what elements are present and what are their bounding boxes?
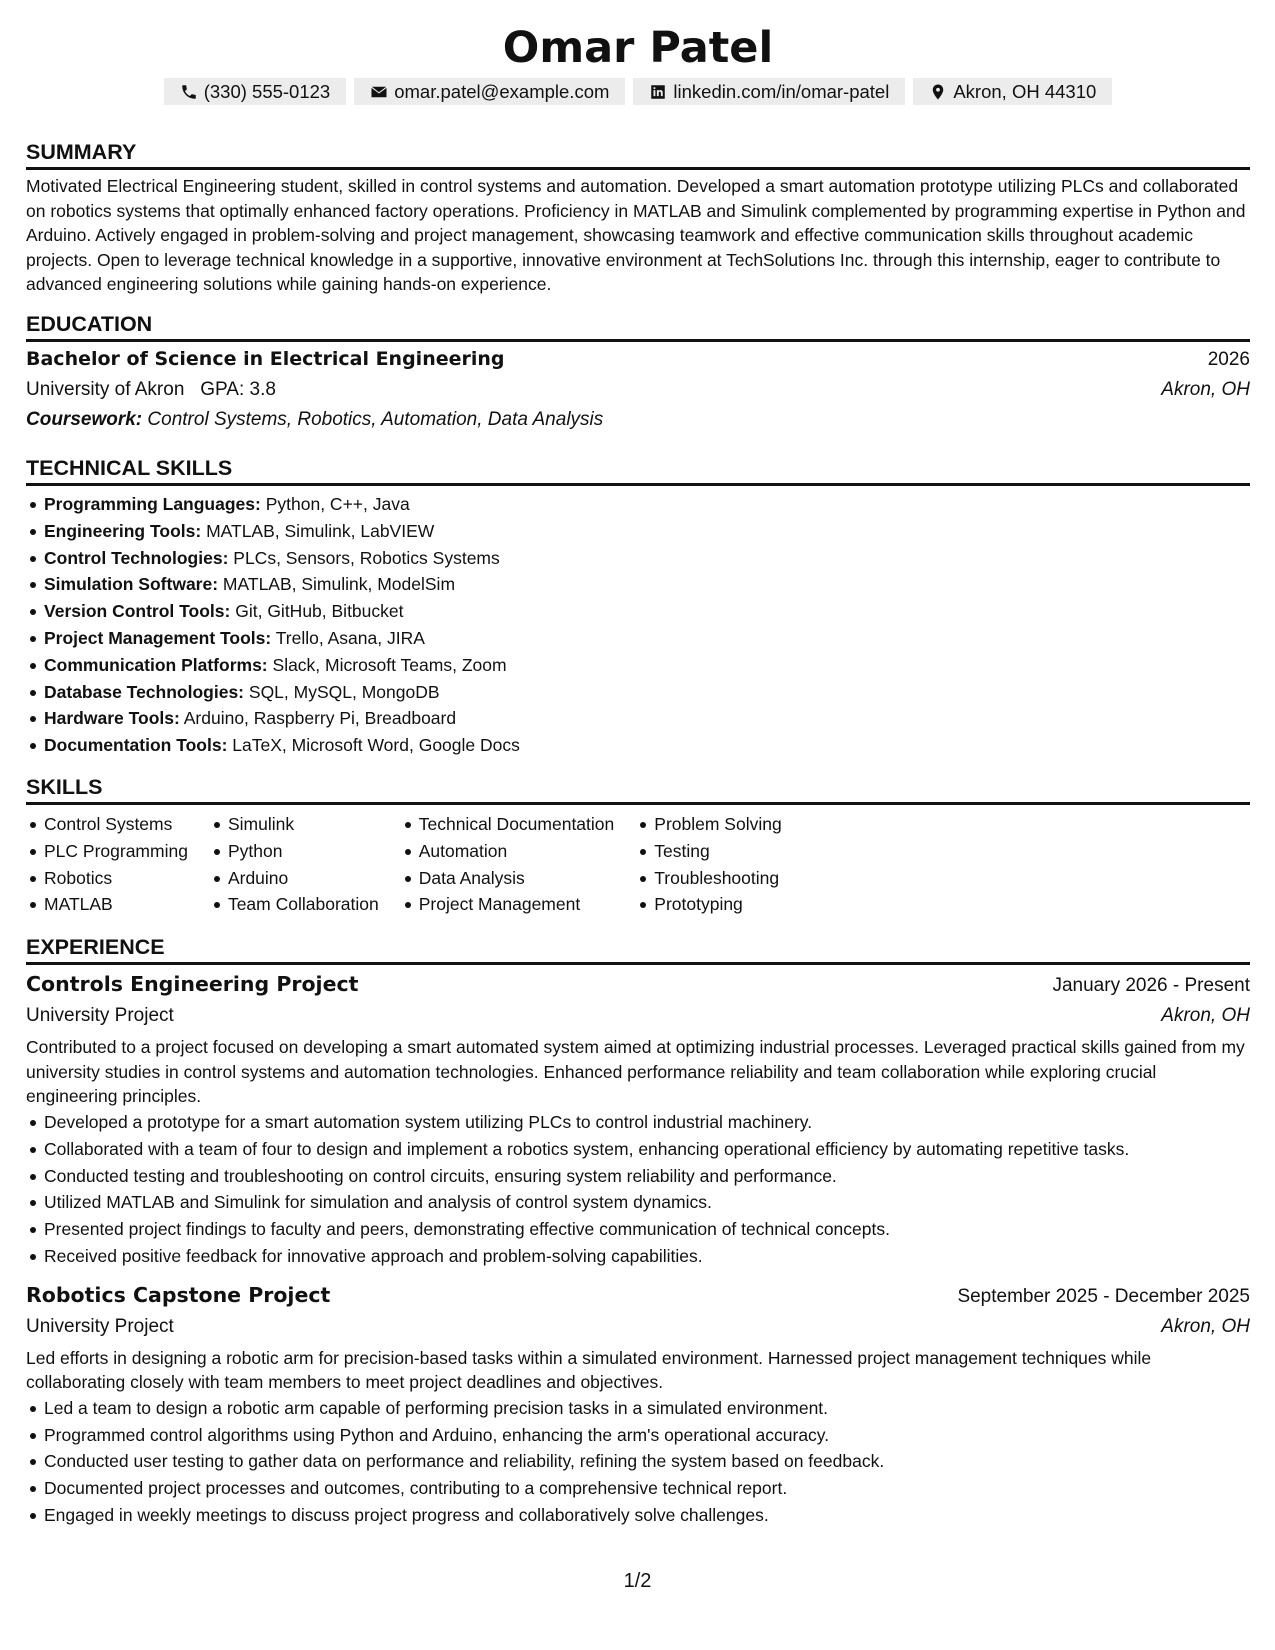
skill-value: Trello, Asana, JIRA	[275, 627, 425, 648]
list-item: Team Collaboration	[210, 891, 379, 918]
list-item: Data Analysis	[401, 865, 615, 892]
experience-description: Led efforts in designing a robotic arm for precision-based tasks within a simulated environment. Harnessed project management techniques while collaborating closely with team members to meet project deadlines and objectives.	[26, 1347, 1152, 1393]
experience-title-row	[26, 1280, 1250, 1312]
list-item: Simulink	[210, 811, 379, 838]
list-item: PLC Programming	[26, 838, 188, 865]
list-item: Programmed control algorithms using Python and Arduino, enhancing the arm's operational accuracy.	[26, 1422, 1250, 1449]
page-number: 1/2	[623, 1570, 652, 1592]
skill-value: LaTeX, Microsoft Word, Google Docs	[232, 735, 520, 756]
list-item: Control Systems	[26, 811, 188, 838]
education-divider	[26, 339, 1250, 342]
list-item: Conducted testing and troubleshooting on control circuits, ensuring system reliability and performance.	[26, 1163, 1250, 1190]
experience-divider	[26, 962, 1250, 965]
experience-heading: EXPERIENCE	[26, 935, 165, 960]
experience-title: Controls Engineering Project	[26, 972, 359, 997]
list-item: Problem Solving	[636, 811, 781, 838]
contact-phone-text: (330) 555-0123	[203, 80, 331, 102]
skill-label: Hardware Tools:	[44, 708, 180, 729]
list-item: Testing	[636, 838, 781, 865]
list-item: Automation	[401, 838, 615, 865]
degree-title: Bachelor of Science in Electrical Engineering	[26, 347, 505, 370]
list-item: Utilized MATLAB and Simulink for simulation and analysis of control system dynamics.	[26, 1189, 1250, 1216]
list-item: Conducted user testing to gather data on performance and reliability, refining the system based on feedback.	[26, 1448, 1250, 1475]
summary-text: Motivated Electrical Engineering student, skilled in control systems and automation. Developed a smart automation prototype utilizing PLCs and collaborated on robotics systems that optimally enhanced factory operations. Proficiency in MATLAB and Simulink complemented by programming expertise in Python and Arduino. Actively engaged in problem-solving and project management, showcasing teamwork and effective communication skills throughout academic projects. Open to leverage technical knowledge in a supportive, innovative environment at TechSolutions Inc. through this internship, eager to contribute to advanced engineering solutions while gaining hands-on experience.	[26, 176, 1246, 295]
school-location: Akron, OH	[1161, 378, 1250, 400]
skill-value: PLCs, Sensors, Robotics Systems	[233, 547, 500, 568]
skill-value: Git, GitHub, Bitbucket	[235, 601, 404, 622]
skill-label: Engineering Tools:	[44, 520, 202, 541]
coursework	[26, 405, 1250, 435]
experience-org-row	[26, 1312, 1250, 1342]
list-item: Led a team to design a robotic arm capable of performing precision tasks in a simulated environment.	[26, 1395, 1250, 1422]
candidate-name: Omar Patel	[502, 23, 774, 73]
contact-linkedin-text: linkedin.com/in/omar-patel	[673, 80, 890, 102]
list-item: Project Management	[401, 891, 615, 918]
list-item	[26, 571, 1250, 598]
list-item	[26, 732, 1250, 759]
skills-heading: SKILLS	[26, 774, 103, 799]
contact-email-text: omar.patel@example.com	[394, 80, 610, 102]
skill-label: Simulation Software:	[44, 574, 219, 595]
skill-label: Version Control Tools:	[44, 601, 231, 622]
experience-entry-2	[26, 1280, 1250, 1529]
list-item	[26, 518, 1250, 545]
experience-location: Akron, OH	[1161, 1315, 1250, 1337]
experience-description: Contributed to a project focused on developing a smart automated system aimed at optimizing industrial processes. Leveraged practical skills gained from my university studies in control systems and automation technologies. Enhanced performance reliability and team collaboration while exploring crucial engineering principles.	[26, 1037, 1245, 1107]
list-item	[26, 679, 1250, 706]
list-item: Developed a prototype for a smart automation system utilizing PLCs to control industrial machinery.	[26, 1109, 1250, 1136]
list-item: Received positive feedback for innovative approach and problem-solving capabilities.	[26, 1243, 1250, 1270]
list-item	[26, 652, 1250, 679]
education-school-row	[26, 375, 1250, 405]
technical-skills-list	[26, 491, 1250, 759]
list-item: Troubleshooting	[636, 865, 781, 892]
contact-location-text: Akron, OH 44310	[953, 80, 1097, 102]
resume-page	[26, 0, 1250, 1529]
contact-linkedin[interactable]	[633, 78, 905, 105]
experience-title-row	[26, 969, 1250, 1001]
skill-label: Project Management Tools:	[44, 627, 272, 648]
technical-skills-heading: TECHNICAL SKILLS	[26, 455, 233, 480]
list-item	[26, 491, 1250, 518]
skills-grid	[26, 811, 1250, 918]
experience-bullets	[26, 1109, 1250, 1270]
education-heading: EDUCATION	[26, 311, 153, 336]
list-item: Technical Documentation	[401, 811, 615, 838]
technical-skills-divider	[26, 483, 1250, 486]
skills-column-3	[401, 811, 615, 918]
list-item: Collaborated with a team of four to design and implement a robotics system, enhancing operational efficiency by automating repetitive tasks.	[26, 1136, 1250, 1163]
skill-label: Communication Platforms:	[44, 654, 268, 675]
skill-value: Python, C++, Java	[265, 493, 410, 514]
experience-bullets	[26, 1395, 1250, 1529]
graduation-year: 2026	[1207, 348, 1250, 370]
skill-label: Control Technologies:	[44, 547, 229, 568]
school-info	[26, 375, 276, 405]
list-item	[26, 598, 1250, 625]
summary-divider	[26, 167, 1250, 170]
linkedin-icon	[649, 83, 667, 101]
skill-label: Database Technologies:	[44, 681, 245, 702]
list-item	[26, 705, 1250, 732]
coursework-list: Control Systems, Robotics, Automation, Data Analysis	[147, 408, 604, 430]
skill-value: SQL, MySQL, MongoDB	[248, 681, 440, 702]
list-item: Presented project findings to faculty and peers, demonstrating effective communication of technical concepts.	[26, 1216, 1250, 1243]
skills-column-4	[636, 811, 781, 918]
envelope-icon	[370, 83, 388, 101]
phone-icon	[180, 83, 198, 101]
experience-dates: January 2026 - Present	[1052, 975, 1250, 997]
experience-title: Robotics Capstone Project	[26, 1282, 331, 1307]
skill-value: Arduino, Raspberry Pi, Breadboard	[183, 708, 457, 729]
list-item: Python	[210, 838, 379, 865]
map-pin-icon	[929, 83, 947, 101]
list-item	[26, 625, 1250, 652]
list-item: Engaged in weekly meetings to discuss project progress and collaboratively solve challenges.	[26, 1502, 1250, 1529]
experience-org: University Project	[26, 1005, 174, 1027]
list-item: MATLAB	[26, 891, 188, 918]
contact-phone[interactable]	[164, 78, 347, 105]
gpa: GPA: 3.8	[200, 378, 276, 400]
skill-value: MATLAB, Simulink, ModelSim	[222, 574, 456, 595]
skill-value: Slack, Microsoft Teams, Zoom	[272, 654, 507, 675]
summary-heading: SUMMARY	[26, 140, 137, 164]
experience-location: Akron, OH	[1161, 1005, 1250, 1027]
experience-org-row	[26, 1001, 1250, 1031]
list-item: Documented project processes and outcomes, contributing to a comprehensive technical report.	[26, 1475, 1250, 1502]
list-item: Robotics	[26, 865, 188, 892]
contact-email[interactable]	[354, 78, 625, 105]
list-item: Prototyping	[636, 891, 781, 918]
skill-label: Programming Languages:	[44, 493, 261, 514]
contact-location	[913, 78, 1112, 105]
education-entry	[26, 344, 1250, 375]
experience-org: University Project	[26, 1315, 174, 1337]
school-name: University of Akron	[26, 378, 185, 400]
skill-value: MATLAB, Simulink, LabVIEW	[206, 520, 435, 541]
experience-dates: September 2025 - December 2025	[957, 1285, 1250, 1307]
skills-divider	[26, 802, 1250, 805]
skills-column-1	[26, 811, 188, 918]
contact-bar	[26, 78, 1250, 105]
experience-entry-1	[26, 969, 1250, 1270]
skills-column-2	[210, 811, 379, 918]
skill-label: Documentation Tools:	[44, 735, 228, 756]
list-item	[26, 545, 1250, 572]
coursework-label: Coursework:	[26, 408, 143, 430]
list-item: Arduino	[210, 865, 379, 892]
